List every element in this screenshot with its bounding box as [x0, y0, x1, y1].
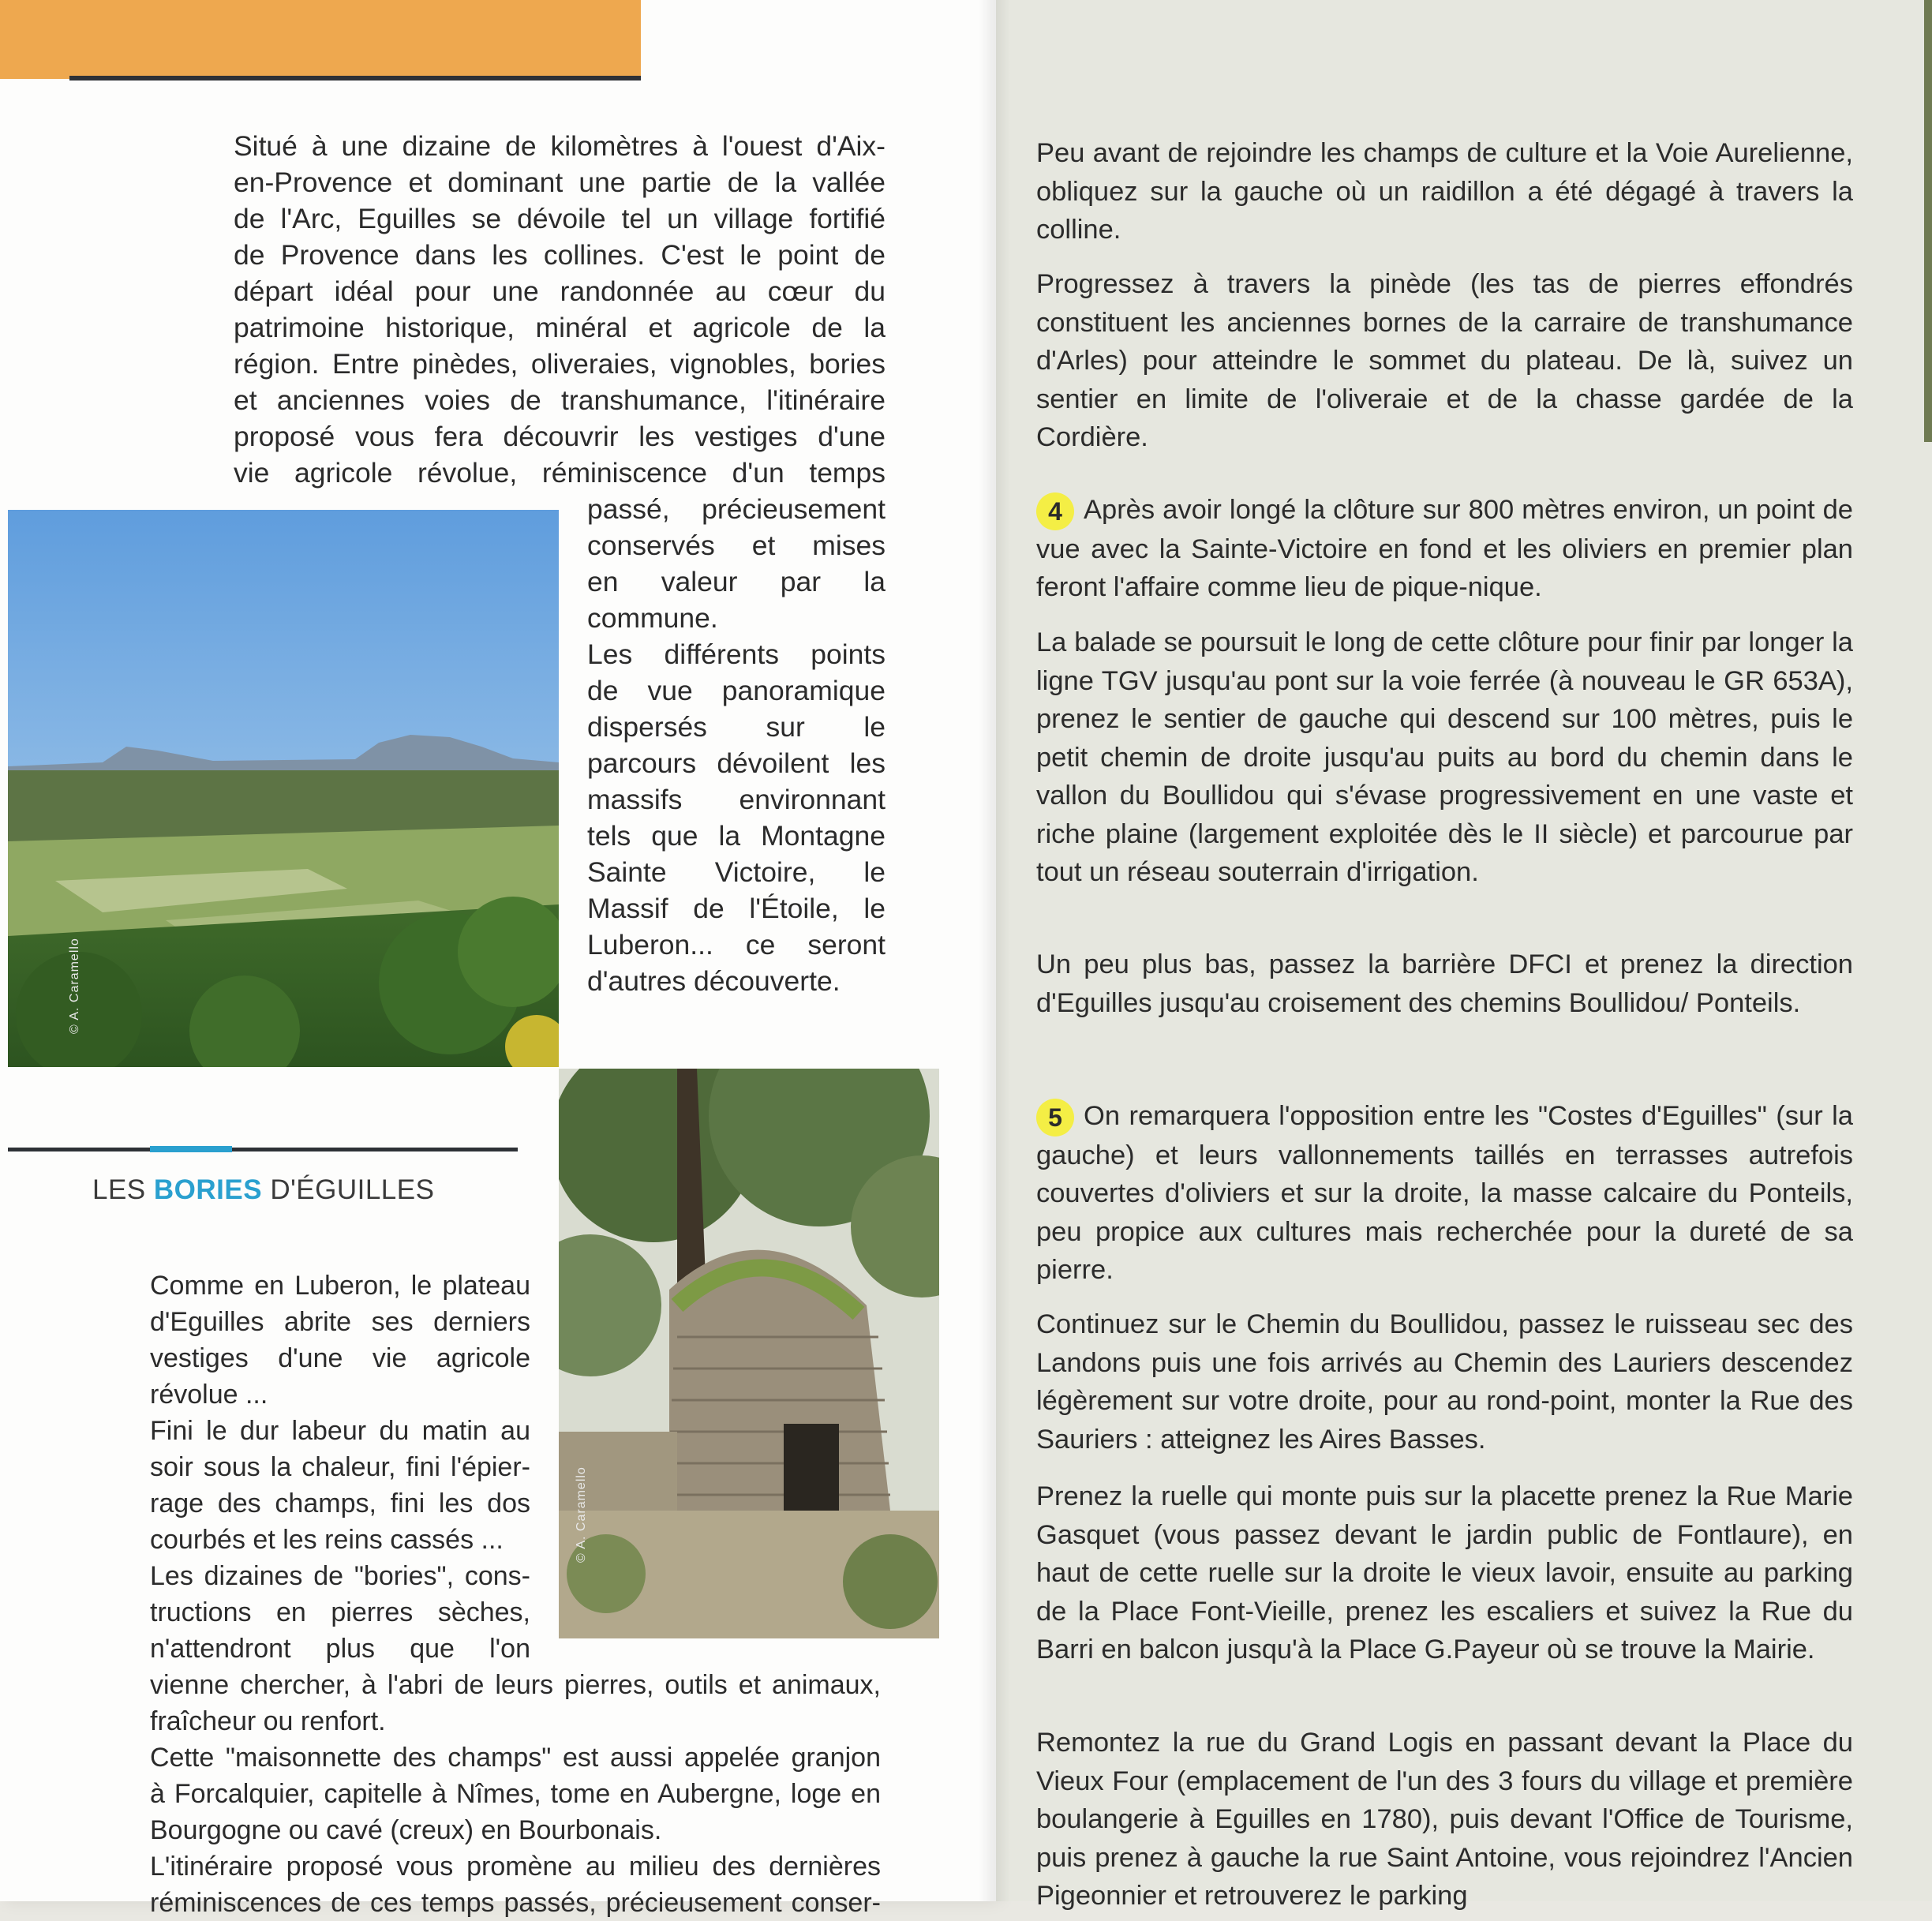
- column-line: tels que la Montagne: [587, 820, 886, 852]
- column-line: massifs environnant: [587, 784, 886, 815]
- column-line: en valeur par la: [587, 566, 886, 597]
- section-rule-accent: [150, 1146, 232, 1152]
- paragraph-2: [1036, 265, 1853, 457]
- paragraph-9: [1036, 1724, 1853, 1915]
- bories-wide-line: fraîcheur ou renfort.: [150, 1706, 386, 1736]
- bories-line: Fini le dur labeur du matin au: [150, 1416, 530, 1446]
- section-title-suffix: D'ÉGUILLES: [262, 1174, 435, 1205]
- bories-line: Comme en Luberon, le plateau: [150, 1271, 530, 1301]
- bories-wide-line: L'itinéraire proposé vous promène au milieu des dernières: [150, 1852, 881, 1882]
- intro-line: et anciennes voies de transhumance, l'itinéraire: [234, 384, 886, 416]
- intro-column-text: [587, 491, 886, 999]
- column-line: Massif de l'Étoile, le: [587, 893, 886, 924]
- bories-line: révolue ...: [150, 1380, 268, 1410]
- bories-line: d'Eguilles abrite ses derniers: [150, 1307, 530, 1337]
- paragraph-5-text: Un peu plus bas, passez la barrière DFCI et prenez la direction d'Eguilles jusqu'au croisement des chemins Boullidou/ Ponteils.: [1036, 949, 1853, 1018]
- orange-header-tab: [0, 0, 641, 79]
- step-5-badge: 5: [1036, 1099, 1074, 1136]
- bories-wide-line: Bourgogne ou cavé (creux) en Bourbonais.: [150, 1815, 662, 1845]
- section-title-accent: BORIES: [153, 1174, 263, 1205]
- top-rule: [69, 76, 641, 81]
- intro-line: départ idéal pour une randonnée au cœur du: [234, 275, 886, 307]
- bories-wide-line: réminiscences de ces temps passés, précieusement conser-: [150, 1888, 881, 1918]
- bories-line: vestiges d'une vie agricole: [150, 1343, 530, 1373]
- column-line: dispersés sur le: [587, 711, 886, 743]
- paragraph-4-text: La balade se poursuit le long de cette clôture pour finir par longer la ligne TGV jusqu'au pont sur la voie ferrée (à nouveau le GR 653A), prenez le sentier de gauche qui descend sur 100 mètres, puis le petit chemin de droite jusqu'au puits au bord du chemin dans le vallon du Boullidou qui s'évase progressivement en une vaste et riche plaine (largement exploitée dès le II siècle) et parcourue par tout un réseau souterrain d'irrigation.: [1036, 627, 1853, 887]
- bories-wide-line: vienne chercher, à l'abri de leurs pierres, outils et animaux,: [150, 1670, 881, 1700]
- intro-line: patrimoine historique, minéral et agricole de la: [234, 312, 886, 343]
- spine-shadow: [979, 0, 1010, 1901]
- bories-line: rage des champs, fini les dos: [150, 1488, 530, 1518]
- paragraph-1-text: Peu avant de rejoindre les champs de culture et la Voie Aurelienne, obliquez sur la gauche où un raidillon a été dégagé à travers la colline.: [1036, 138, 1853, 245]
- paragraph-4: [1036, 623, 1853, 892]
- column-line: Luberon... ce seront: [587, 929, 886, 960]
- bories-wide-line: à Forcalquier, capitelle à Nîmes, tome en Aubergne, loge en: [150, 1779, 881, 1809]
- paragraph-7-text: Continuez sur le Chemin du Boullidou, passez le ruisseau sec des Landons puis une fois arrivés au Chemin des Lauriers descendez légèrement sur votre droite, pour au rond-point, monter la Rue des Sauriers : atteignez les Aires Basses.: [1036, 1309, 1853, 1455]
- step-5-text: [1036, 1097, 1853, 1290]
- landscape-photo-credit: © A. Caramello: [68, 938, 81, 1034]
- column-line: d'autres découverte.: [587, 965, 841, 997]
- landscape-photo: [8, 510, 559, 1067]
- intro-line: vie agricole révolue, réminiscence d'un temps: [234, 457, 886, 489]
- paragraph-8: [1036, 1477, 1853, 1669]
- borie-photo: [559, 1069, 939, 1638]
- column-line: parcours dévoilent les: [587, 747, 886, 779]
- step-4-badge: 4: [1036, 492, 1074, 530]
- paragraph-6-text: On remarquera l'opposition entre les "Costes d'Eguilles" (sur la gauche) et leurs vallonnements taillés en terrasses autrefois couvertes d'oliviers et sur la droite, la masse calcaire du Ponteils, peu propice aux cultures mais recherchée pour la dureté de sa pierre.: [1036, 1101, 1853, 1286]
- paragraph-2-text: Progressez à travers la pinède (les tas de pierres effondrés constituent les anciennes bornes de la carraire de transhumance d'Arles) pour atteindre le sommet du plateau. De là, suivez un sentier en limite de l'oliveraie et de la chasse gardée de la Cordière.: [1036, 269, 1853, 452]
- bories-line: courbés et les reins cassés ...: [150, 1525, 504, 1555]
- paragraph-8-text: Prenez la ruelle qui monte puis sur la placette prenez la Rue Marie Gasquet (vous passez devant le jardin public de Fontlaure), en haut de cette ruelle sur la droite le vieux lavoir, ensuite au parking de la Place Font-Vieille, prenez les escaliers et suivez la Rue du Barri en balcon jusqu'à la Place G.Payeur où se trouve la Mairie.: [1036, 1481, 1853, 1664]
- bories-column-text: [150, 1268, 530, 1667]
- bories-section-title: [92, 1174, 434, 1206]
- column-line: Les différents points: [587, 638, 886, 670]
- column-line: passé, précieusement: [587, 493, 886, 525]
- bories-line: Les dizaines de "bories", cons-: [150, 1561, 530, 1591]
- intro-line: Situé à une dizaine de kilomètres à l'ouest d'Aix-: [234, 130, 886, 162]
- paragraph-5: [1036, 946, 1853, 1022]
- intro-text: [234, 128, 886, 491]
- column-line: commune.: [587, 602, 718, 634]
- intro-line: de Provence dans les collines. C'est le point de: [234, 239, 886, 271]
- intro-line: de l'Arc, Eguilles se dévoile tel un village fortifié: [234, 203, 886, 234]
- borie-photo-credit: © A. Caramello: [575, 1466, 588, 1563]
- step-4-paragraph: [1036, 491, 1853, 607]
- intro-line: en-Provence et dominant une partie de la vallée: [234, 167, 886, 198]
- bories-line: n'attendront plus que l'on: [150, 1634, 530, 1664]
- step-5-paragraph: [1036, 1097, 1853, 1290]
- column-line: conservés et mises: [587, 530, 886, 561]
- section-rule: [8, 1148, 518, 1151]
- column-line: Sainte Victoire, le: [587, 856, 886, 888]
- paragraph-3-text: Après avoir longé la clôture sur 800 mètres environ, un point de vue avec la Sainte-Victoire en fond et les oliviers en premier plan feront l'affaire comme lieu de pique-nique.: [1036, 495, 1853, 603]
- paragraph-9-text: Remontez la rue du Grand Logis en passant devant la Place du Vieux Four (emplacement de l'un des 3 fours du village et première boulangerie à Eguilles en 1780), puis devant l'Office de Tourisme, puis prenez à gauche la rue Saint Antoine, vous rejoindrez l'Ancien Pigeonnier et retrouverez le parking: [1036, 1728, 1853, 1911]
- paragraph-1: [1036, 134, 1853, 249]
- edge-strip: [1924, 0, 1932, 442]
- section-title-prefix: LES: [92, 1174, 154, 1205]
- bories-wide-line: Cette "maisonnette des champs" est aussi appelée granjon: [150, 1743, 881, 1773]
- intro-line: proposé vous fera découvrir les vestiges d'une: [234, 421, 886, 452]
- intro-line: région. Entre pinèdes, oliveraies, vignobles, bories: [234, 348, 886, 380]
- step-4-text: [1036, 491, 1853, 607]
- column-line: de vue panoramique: [587, 675, 886, 706]
- bories-line: tructions en pierres sèches,: [150, 1597, 530, 1627]
- bories-line: soir sous la chaleur, fini l'épier-: [150, 1452, 530, 1482]
- bories-wide-text: [150, 1667, 881, 1921]
- paragraph-7: [1036, 1305, 1853, 1459]
